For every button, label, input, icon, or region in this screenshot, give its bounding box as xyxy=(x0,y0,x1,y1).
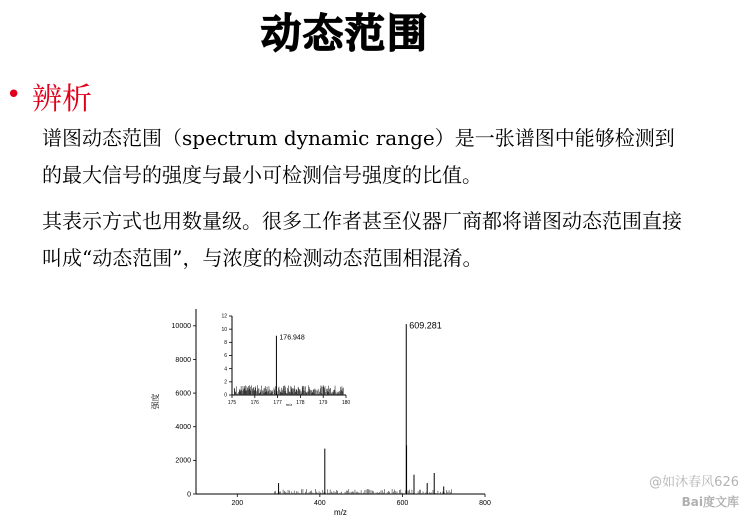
slide-title: 动态范围 xyxy=(261,11,429,57)
x-tick-label: 175 xyxy=(227,400,237,406)
x-tick-label: 200 xyxy=(231,500,244,507)
y-tick-label: 6000 xyxy=(175,390,191,398)
y-axis-label: 强度 xyxy=(151,393,160,410)
y-tick-label: 10000 xyxy=(171,323,191,331)
x-tick-label: 180 xyxy=(341,400,351,406)
main-spectrum xyxy=(150,309,491,517)
x-tick-label: 178 xyxy=(296,400,305,406)
x-tick-label: 800 xyxy=(479,500,491,507)
paragraph-explanation: 其表示方式也用数量级。很多工作者甚至仪器厂商都将谱图动态范围直接叫成“动态范围”，与浓度的检测动态范围相混淆。 xyxy=(42,209,682,270)
x-tick-label: 400 xyxy=(314,500,326,507)
y-tick-label: 4000 xyxy=(175,424,191,432)
y-tick-label: 8000 xyxy=(175,356,191,364)
peak-annotation: 609.281 xyxy=(409,320,442,331)
y-tick-label: 2 xyxy=(224,379,227,386)
x-tick-label: 176 xyxy=(250,400,259,406)
y-tick-label: 0 xyxy=(187,491,191,499)
x-tick-label: 600 xyxy=(396,500,409,507)
paragraph-definition: 谱图动态范围（spectrum dynamic range）是一张谱图中能够检测到的最大信号的强度与最小可检测信号强度的比值。 xyxy=(42,126,675,187)
peak-annotation: 176.948 xyxy=(279,334,305,342)
inset-spectrum xyxy=(221,314,350,407)
bullet-icon: • xyxy=(6,80,22,110)
watermark-text: @如沐春风626 xyxy=(649,475,739,490)
x-tick-label: 177 xyxy=(273,400,282,406)
x-axis-label: m/z xyxy=(285,402,293,407)
y-tick-label: 0 xyxy=(224,392,227,399)
y-tick-label: 12 xyxy=(221,313,227,320)
y-tick-label: 6 xyxy=(224,353,227,360)
y-tick-label: 8 xyxy=(224,340,227,346)
bullet-heading: 辨析 xyxy=(32,82,92,117)
baidu-wenku-logo: Bai度文库 xyxy=(681,495,739,509)
x-axis-label: m/z xyxy=(334,508,347,517)
y-tick-label: 10 xyxy=(221,326,227,333)
y-tick-label: 2000 xyxy=(175,457,191,465)
x-tick-label: 179 xyxy=(319,400,328,406)
y-tick-label: 4 xyxy=(224,366,227,373)
